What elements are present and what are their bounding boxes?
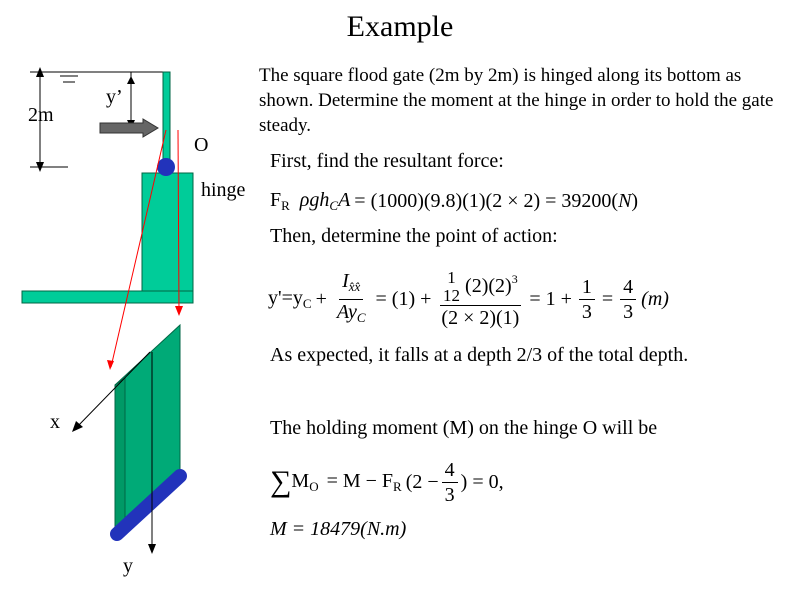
projection-arrow-1	[107, 360, 114, 370]
gate-plate	[163, 72, 170, 170]
label-hinge: hinge	[201, 179, 246, 201]
fraction-moment-inertia: 1 12 $(2)(2)^3$ (2 × 2)(1)	[441, 268, 520, 330]
resultant-force-equation: $F_R$ ρgh$_C$A = (1000)(9.8)(1)(2 × 2) = 39200( N )	[270, 188, 639, 213]
moment-fraction-four-thirds: $\frac{4}{3}$	[442, 458, 458, 507]
moment-equation: ∑ $M_O$ = $M - F_R$ (2 − $\frac{4}{3}$ ) = 0,	[270, 458, 504, 506]
label-x-axis: x	[50, 411, 60, 433]
label-y-axis: y	[123, 555, 133, 577]
step1-label: First, find the resultant force:	[270, 150, 504, 172]
support-block	[142, 173, 193, 291]
fraction-four-thirds: $\frac{4}{3}$	[620, 275, 636, 324]
gate-3d-side	[115, 378, 125, 530]
flood-gate-diagram	[0, 0, 260, 600]
projection-arrow-2	[175, 306, 183, 316]
yprime-arrow-top	[127, 76, 135, 84]
expected-note: As expected, it falls at a depth 2/3 of the total depth.	[270, 344, 689, 366]
label-yprime: y’	[106, 86, 123, 108]
step3-label: The holding moment (M) on the hinge O will be	[270, 417, 658, 439]
fraction-one-third: $\frac{1}{3}$	[579, 275, 595, 324]
fraction-ixx-over-ayc: $\frac{I_{x̂x̂}}{Ay_C}$	[336, 269, 366, 325]
moment-result: M = 18479(N.m)	[270, 518, 407, 540]
base-plate	[22, 291, 193, 303]
slide-title: Example	[346, 10, 454, 43]
fr-symbol: $F_R$	[270, 188, 290, 213]
problem-statement: The square flood gate (2m by 2m) is hinged along its bottom as shown. Determine the moment at the hinge in order to hold the gate steady.	[259, 65, 774, 136]
y-axis-arrow	[148, 544, 156, 554]
step2-label: Then, determine the point of action:	[270, 225, 558, 247]
label-O: O	[194, 134, 209, 156]
point-of-action-equation: $y'=y_C$ + $\frac{I_{x̂x̂}}{Ay_C}$ = (1) + 1 12 $(2)(2)^3$ (2 × 2)(1) = 1 + $\frac{1}{3}$ = $\frac{4}{3}$ (m)	[268, 268, 669, 330]
label-2m: 2m	[28, 104, 54, 126]
hinge-circle	[157, 158, 175, 176]
